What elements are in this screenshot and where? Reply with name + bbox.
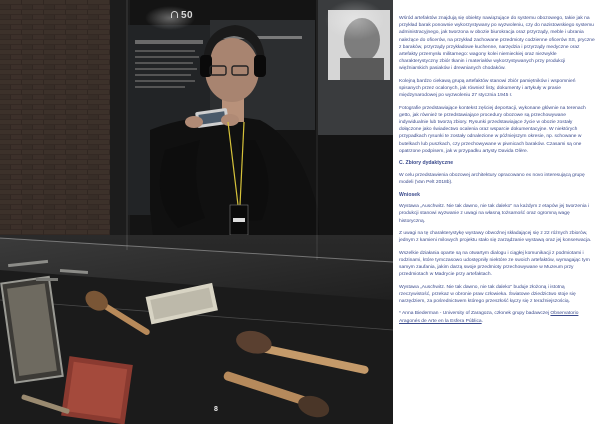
footnote-end: . (481, 318, 484, 324)
section-heading: Wniosek (399, 191, 420, 198)
section-heading: C. Zbiory dydaktyczne (399, 160, 454, 167)
article-paragraph: Fotografie przedstawiające kontekst zęściej deportacji, wykonane głównie na terenach getto, jak również te przedstawiające procedury obozowe są przechowywane indywidualnie lub tworzą zbiory. Rysunki przedstawiające życie w obozie zostały dołączone jako świadectwo ocalenia oraz wsparcie dokumentacyjne. W niektórych przypadkach rysunki te zostały odnalezione w późniejszym okresie, np. schowane w butelkach lub puszkach, czy przechowywane w piwnicach baraków. Czasami są one opatrzone podpisem, jak w przypadku artysty Davida Olère. (399, 105, 586, 154)
room-number: 50 (181, 10, 194, 21)
article-paragraph: Wystawa „Auschwitz. Nie tak dawno, nie tak daleko" buduje złożoną i istotną rzeczywistość, przekaz w obronie praw człowieka. Światowe dziedzictwo stoje się narzędziem, za pośrednictwem którego przeszłość łączy się z teraźniejszością. (399, 284, 576, 305)
article-paragraph: Wystawa „Auschwitz. Nie tak dawno, nie tak daleko" na każdym z etapów jej tworzenia i produkcji stanowi wyzwanie z uwagi na własną tożsamość oraz ogromną wagę historyczną. (399, 204, 590, 224)
room-number-label (171, 10, 193, 21)
article-paragraph: Kolejną bardzo ciekawą grupą artefaktów stanowi zbiór pamiętników i wspomnień spisanych przez ocalonych, jak również listy, dokumenty i artykuły w prasie międzynarodowej po wyzwoleniu 27 stycznia 1945 r. (399, 78, 576, 99)
footnote-link[interactable]: Observatorio Aragonés de Arte en la Esfera Pública (399, 311, 579, 324)
author-footnote (399, 310, 595, 324)
page-number: 8 (214, 406, 218, 413)
article-paragraph: Wśród artefaktów znajdują się obiekty nawiązujące do systemu obozowego, takie jak na przykład barak ponownie wykorzystywany po wyzwoleniu, czy do nazistowskiego systemu administracyjnego, jak tworzona w obozie biurokracja oraz przyrządy, meble i ubrania należące do oficerów, na przykład zachowane przedmioty codzienne oficerów SS, pryczne z baraków, przyrządy przykładowe kuchenne, narzędzia i przyrządy medyczne oraz artefakty przemysłu militarnego: wagony kolei niemieckiej oraz niezwykle charakterystyczny zbiór tkanin i materiałów wykorzystywanych przy produkcji więźniarskich pasiaków i drewnianych chodaków. (399, 16, 595, 72)
article-paragraph: W celu przedstawienia obozowej architektury opracowano ex novo interesującą grupę modeli (Van Pelt 2018b). (399, 172, 585, 186)
article-text (399, 15, 595, 419)
headphones-icon (171, 11, 178, 18)
article-paragraph: Wszelkie działania oparte są na otwartym dialogu i ciągłej komunikacji z podmiotami i rodzinami, które tymczasowo udostępniły niektóre ze swoich artefaktów, wymagając tym samym zaufania, jakim darzą swoje przedmioty przechowywane w Muzeum przy przedmiotach w Madrycie przy artefaktach. (399, 250, 590, 278)
footnote-text: * Anna Biederman - University of Zaragoza, członek grupy badawczej (399, 311, 551, 317)
article-paragraph: Z uwagi na tę charakterystykę wystawy obwoźnej składającej się z 22 różnych zbiorów, jednym z kamieni milowych projektu stało się zarządzanie wystawą oraz jej konserwacja. (399, 231, 592, 244)
